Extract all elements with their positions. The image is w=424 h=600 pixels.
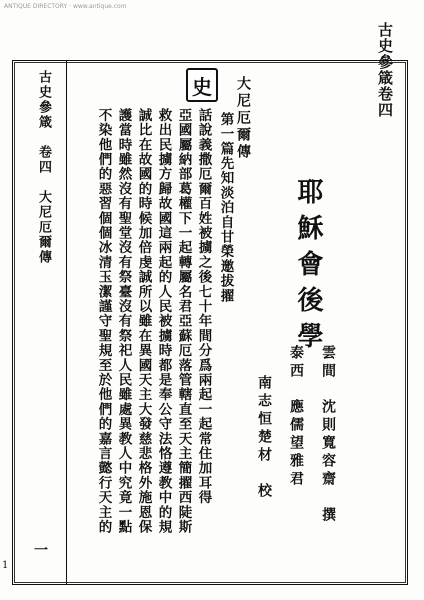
body-line-1: 話說義撒厄爾百姓被擄之後七十年間分爲兩起一起常住加耳得 xyxy=(195,108,212,505)
body-line-2: 亞國屬納部葛權下一起轉屬名君亞蘇厄落管轄直至天主簡擢西陡斯 xyxy=(175,108,192,535)
body-line-6: 不染他們的惡習個個冰清玉潔謹守聖規至於他們的嘉言懿行天主的 xyxy=(95,108,112,535)
margin-divider xyxy=(66,60,67,585)
body-line-3: 救出民擄方歸故國這兩起的人民被擄時都是奉公守法恪遵教中的規 xyxy=(155,108,172,535)
book-title: 耶穌會後學 xyxy=(293,178,323,358)
credit-line-2: 泰西 應儒望雅君 xyxy=(288,345,304,489)
history-stamp: 史 xyxy=(186,68,218,102)
body-line-4: 誠比在故國的時候加倍虔誠所以雖在異國天主大發慈悲格外施恩保 xyxy=(135,108,152,535)
watermark: ANTIQUE DIRECTORY · www.antique.com xyxy=(4,3,127,10)
chapter-title: 大尼厄爾傳 xyxy=(235,76,251,161)
credit-line-1: 雲間 沈則寬容齋 撰 xyxy=(320,345,336,525)
section-title: 第一篇先知淡泊自甘榮邀拔擢 xyxy=(217,112,234,304)
body-line-5: 護當時雖然沒有聖堂沒有祭臺沒有祭祀人民雖處異教人中究竟一點 xyxy=(115,108,132,535)
page-header: 古史參箴卷四 xyxy=(376,22,394,118)
margin-column: 古史參箴 卷四 大尼厄爾傳 xyxy=(36,70,51,265)
margin-mark: 1 xyxy=(2,560,9,571)
credit-line-3: 南志恒楚材 校 xyxy=(256,375,272,501)
page-number: 一 xyxy=(34,543,48,559)
